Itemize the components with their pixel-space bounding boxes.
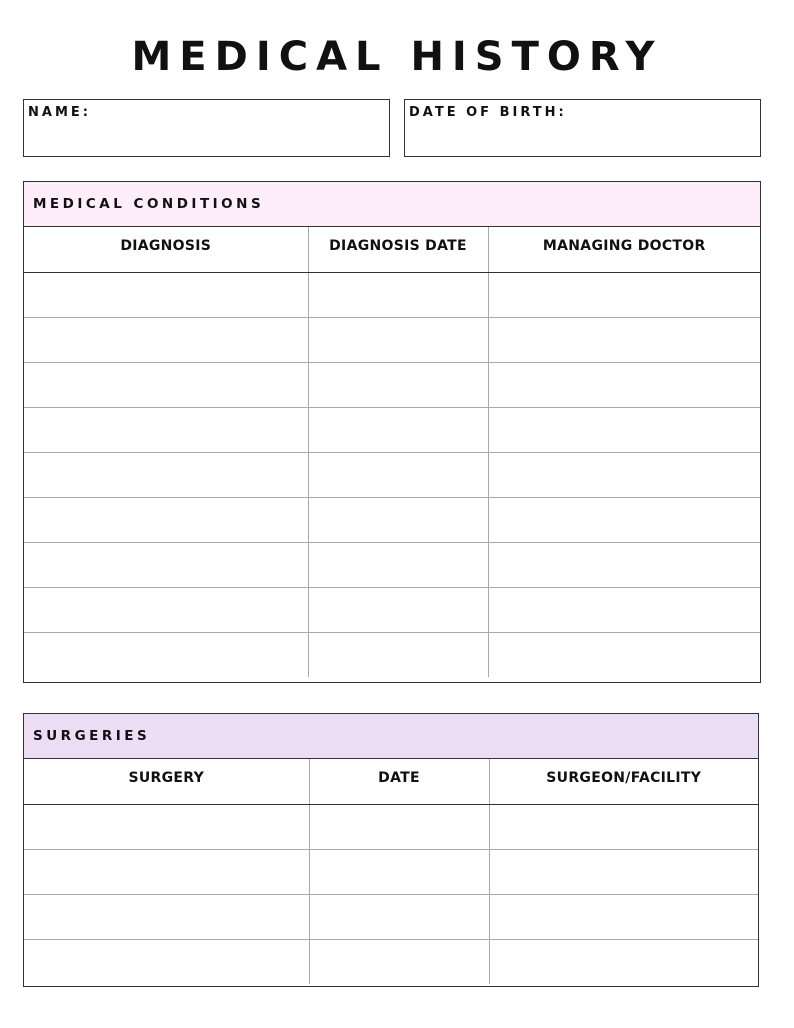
- date-of-birth-field[interactable]: [404, 99, 761, 157]
- medical-conditions-table-cell[interactable]: [308, 542, 488, 587]
- surgeries-table-cell[interactable]: [489, 804, 758, 849]
- medical-conditions-table-row: [24, 452, 760, 497]
- medical-conditions-table-cell[interactable]: [308, 317, 488, 362]
- medical-conditions-table-row: [24, 632, 760, 677]
- medical-conditions-table-cell[interactable]: [488, 362, 760, 407]
- medical-conditions-table-cell[interactable]: [24, 272, 308, 317]
- surgeries-table-cell[interactable]: [489, 849, 758, 894]
- medical-conditions-heading: MEDICAL CONDITIONS: [24, 182, 760, 227]
- medical-conditions-table-cell[interactable]: [24, 362, 308, 407]
- surgeries-table: [24, 759, 758, 984]
- surgeries-table-cell[interactable]: [24, 849, 309, 894]
- medical-conditions-table-cell[interactable]: [488, 542, 760, 587]
- medical-conditions-table-row: [24, 272, 760, 317]
- medical-conditions-table-cell[interactable]: [488, 632, 760, 677]
- column-header-surgeon-facility: SURGEON/FACILITY: [489, 759, 758, 804]
- medical-conditions-table-cell[interactable]: [488, 497, 760, 542]
- medical-conditions-table-row: [24, 362, 760, 407]
- medical-conditions-table-cell[interactable]: [24, 407, 308, 452]
- medical-conditions-table-cell[interactable]: [488, 587, 760, 632]
- surgeries-table-cell[interactable]: [489, 894, 758, 939]
- surgeries-table-cell[interactable]: [489, 939, 758, 984]
- surgeries-table-cell[interactable]: [309, 939, 489, 984]
- medical-conditions-table-cell[interactable]: [24, 632, 308, 677]
- surgeries-table-cell[interactable]: [309, 849, 489, 894]
- surgeries-table-cell[interactable]: [24, 894, 309, 939]
- column-header-managing-doctor: MANAGING DOCTOR: [488, 227, 760, 272]
- surgeries-table-row: [24, 939, 758, 984]
- medical-conditions-table-cell[interactable]: [308, 407, 488, 452]
- surgeries-heading: SURGERIES: [24, 714, 758, 759]
- medical-conditions-table-cell[interactable]: [24, 497, 308, 542]
- date-of-birth-input[interactable]: [409, 124, 756, 152]
- medical-conditions-table-cell[interactable]: [308, 272, 488, 317]
- medical-conditions-table-cell[interactable]: [24, 587, 308, 632]
- surgeries-table-cell[interactable]: [24, 804, 309, 849]
- name-input[interactable]: [28, 124, 385, 152]
- medical-conditions-table-cell[interactable]: [24, 452, 308, 497]
- medical-conditions-table-row: [24, 407, 760, 452]
- medical-conditions-table-cell[interactable]: [308, 362, 488, 407]
- medical-conditions-table: [24, 227, 760, 677]
- medical-conditions-table-cell[interactable]: [488, 317, 760, 362]
- surgeries-table-row: [24, 894, 758, 939]
- page-title: MEDICAL HISTORY: [131, 34, 663, 80]
- date-of-birth-label: DATE OF BIRTH:: [409, 105, 567, 120]
- column-header-diagnosis-date: DIAGNOSIS DATE: [308, 227, 488, 272]
- medical-conditions-table-row: [24, 587, 760, 632]
- name-label: NAME:: [28, 105, 91, 120]
- column-header-diagnosis: DIAGNOSIS: [24, 227, 308, 272]
- medical-conditions-table-cell[interactable]: [308, 587, 488, 632]
- surgeries-table-cell[interactable]: [24, 939, 309, 984]
- column-header-date: DATE: [309, 759, 489, 804]
- medical-conditions-table-cell[interactable]: [308, 632, 488, 677]
- name-field[interactable]: [23, 99, 390, 157]
- medical-conditions-table-cell[interactable]: [308, 452, 488, 497]
- surgeries-section: [23, 713, 759, 987]
- surgeries-table-row: [24, 849, 758, 894]
- medical-conditions-table-row: [24, 317, 760, 362]
- medical-conditions-table-row: [24, 542, 760, 587]
- medical-conditions-table-cell[interactable]: [488, 272, 760, 317]
- medical-conditions-table-row: [24, 497, 760, 542]
- surgeries-table-cell[interactable]: [309, 804, 489, 849]
- column-header-surgery: SURGERY: [24, 759, 309, 804]
- medical-conditions-table-cell[interactable]: [24, 542, 308, 587]
- surgeries-table-row: [24, 804, 758, 849]
- surgeries-table-cell[interactable]: [309, 894, 489, 939]
- medical-conditions-table-cell[interactable]: [488, 407, 760, 452]
- medical-conditions-table-cell[interactable]: [488, 452, 760, 497]
- medical-conditions-section: [23, 181, 761, 683]
- medical-conditions-table-cell[interactable]: [308, 497, 488, 542]
- medical-conditions-table-cell[interactable]: [24, 317, 308, 362]
